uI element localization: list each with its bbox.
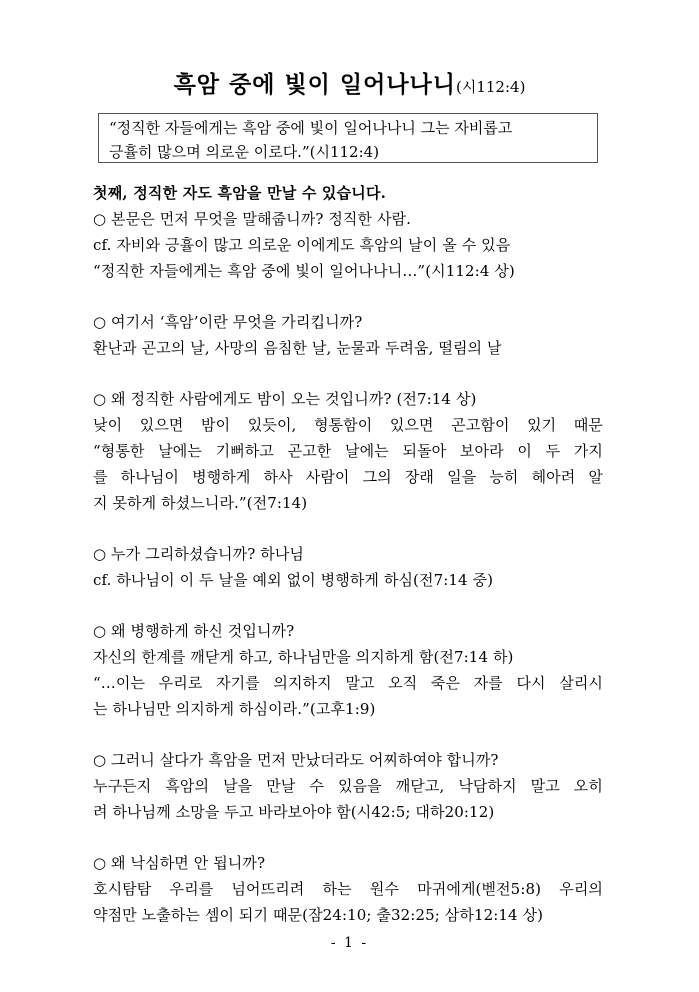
- title-main: 흑암 중에 빛이 일어나나니: [173, 72, 456, 98]
- answer-line: 자신의 한계를 깨닫게 하고, 하나님만을 의지하게 함(전7:14 하): [93, 648, 514, 666]
- page-number: - 1 -: [330, 935, 369, 951]
- key-verse-line: 긍휼히 많으며 의로운 이로다.”(시112:4): [109, 143, 380, 161]
- qa-section: [93, 850, 613, 928]
- qa-section: [93, 206, 613, 284]
- answer-line: cf. 하나님이 이 두 날을 예외 없이 병행하게 하심(전7:14 중): [93, 571, 494, 589]
- document-body: [93, 206, 613, 953]
- scripture-line: 를 하나님이 병행하게 하사 사람이 그의 장래 일을 능히 헤아려 알: [93, 468, 603, 486]
- scripture-line: 는 하나님만 의지하게 하심이라.”(고후1:9): [93, 700, 376, 718]
- question-line: ○ 여기서 ‘흑암’이란 무엇을 가리킵니까?: [93, 313, 363, 331]
- question-line: ○ 왜 병행하게 하신 것입니까?: [93, 622, 295, 640]
- title-reference: (시112:4): [456, 78, 526, 96]
- answer-line: 누구든지 흑암의 날을 만날 수 있음을 깨닫고, 낙담하지 말고 오히: [93, 777, 603, 795]
- answer-line: 려 하나님께 소망을 두고 바라보아야 함(시42:5; 대하20:12): [93, 803, 495, 821]
- qa-section: [93, 386, 613, 516]
- answer-line: 약점만 노출하는 셈이 되기 때문(잠24:10; 출32:25; 삼하12:14 상): [93, 906, 544, 924]
- question-line: ○ 왜 낙심하면 안 됩니까?: [93, 854, 266, 872]
- answer-line: 호시탐탐 우리를 넘어뜨리려 하는 원수 마귀에게(벧전5:8) 우리의: [93, 880, 603, 898]
- qa-section: [93, 309, 613, 361]
- answer-line: cf. 자비와 긍휼이 많고 의로운 이에게도 흑암의 날이 올 수 있음: [93, 236, 511, 254]
- section-heading: 첫째, 정직한 자도 흑암을 만날 수 있습니다.: [93, 184, 387, 202]
- page-title: [0, 66, 699, 99]
- scripture-line: 지 못하게 하셨느니라.”(전7:14): [93, 494, 308, 512]
- question-line: ○ 왜 정직한 사람에게도 밤이 오는 것입니까? (전7:14 상): [93, 390, 477, 408]
- question-line: ○ 본문은 먼저 무엇을 말해줍니까? 정직한 사람.: [93, 210, 412, 228]
- qa-section: [93, 541, 613, 593]
- qa-section: [93, 747, 613, 825]
- qa-section: [93, 618, 613, 722]
- scripture-line: “…이는 우리로 자기를 의지하지 말고 오직 죽은 자를 다시 살리시: [93, 674, 603, 692]
- answer-line: 환난과 곤고의 날, 사망의 음침한 날, 눈물과 두려움, 떨림의 날: [93, 339, 502, 357]
- key-verse-box: [98, 113, 598, 163]
- answer-line: 낮이 있으면 밤이 있듯이, 형통함이 있으면 곤고함이 있기 때문: [93, 416, 603, 434]
- scripture-line: “정직한 자들에게는 흑암 중에 빛이 일어나나니…”(시112:4 상): [93, 262, 515, 280]
- key-verse-line: “정직한 자들에게는 흑암 중에 빛이 일어나나니 그는 자비롭고: [109, 119, 513, 137]
- question-line: ○ 누가 그리하셨습니까? 하나님: [93, 545, 305, 563]
- scripture-line: “형통한 날에는 기뻐하고 곤고한 날에는 되돌아 보아라 이 두 가지: [93, 442, 603, 460]
- question-line: ○ 그러니 살다가 흑암을 먼저 만났더라도 어찌하여야 합니까?: [93, 751, 499, 769]
